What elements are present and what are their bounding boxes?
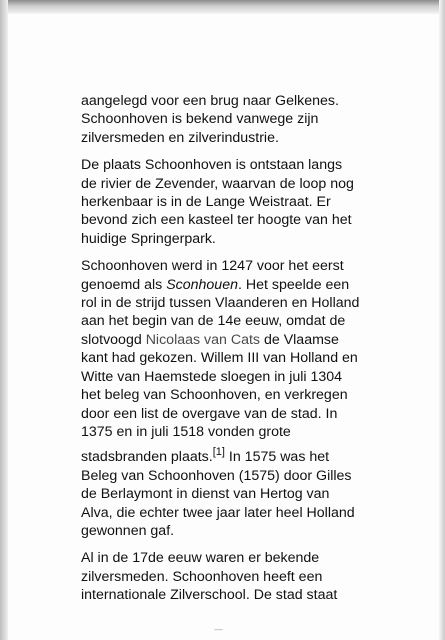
text-line: Beleg van Schoonhoven (1575) door Gilles (81, 467, 352, 484)
text-line: het beleg van Schoonhoven, en verkregen (81, 387, 348, 404)
paragraph-2 (81, 156, 371, 248)
text-line: zilversmeden en zilverindustrie. (81, 129, 279, 146)
text-line: 1375 en in juli 1518 vonden grote (81, 423, 291, 440)
text-line: De plaats Schoonhoven is ontstaan langs (81, 157, 343, 174)
text-line (81, 331, 371, 349)
italic-place-name: Sconhouen (166, 276, 238, 293)
text-line: aan het begin van de 14e eeuw, omdat de (81, 313, 346, 330)
text-line: herkenbaar is in de Lange Weistraat. Er (81, 194, 331, 211)
paragraph-1 (81, 92, 371, 147)
scan-mark: — (214, 625, 223, 635)
text-line: huidige Springerpark. (81, 230, 216, 247)
text-line: Schoonhoven werd in 1247 voor het eerst (81, 258, 344, 275)
paragraph-3 (81, 257, 371, 540)
document-body (81, 92, 371, 614)
text-line: zilversmeden. Schoonhoven heeft een (81, 568, 323, 585)
text-line (81, 448, 371, 466)
text-segment: slotvoogd (81, 331, 146, 348)
text-line: de rivier de Zevender, waarvan de loop nog (81, 175, 354, 192)
text-segment: genoemd als (81, 276, 167, 293)
text-line: kant had gekozen. Willem III van Holland en (81, 350, 358, 367)
paragraph-4 (81, 549, 371, 604)
scan-top-shadow (0, 0, 445, 14)
person-link: Nicolaas van Cats (145, 331, 261, 348)
text-line: internationale Zilverschool. De stad staat (81, 587, 338, 604)
text-segment: stadsbranden plaats. (81, 449, 213, 466)
text-line: Witte van Haemstede sloegen in juli 1304 (81, 368, 343, 385)
text-line: Alva, die echter twee jaar later heel Holland (81, 504, 355, 521)
text-line: Schoonhoven is bekend vanwege zijn (81, 111, 319, 128)
scan-right-shadow (439, 0, 445, 640)
text-segment: de Vlaamse (260, 331, 339, 348)
text-segment: In 1575 was het (224, 449, 330, 466)
text-segment: . Het speelde een (237, 276, 350, 293)
text-line: aangelegd voor een brug naar Gelkenes. (81, 93, 339, 109)
text-line: de Berlaymont in dienst van Hertog van (81, 486, 330, 503)
text-line: bevond zich een kasteel ter hoogte van het (81, 212, 352, 229)
text-line: gewonnen gaf. (81, 522, 175, 539)
text-line: Al in de 17de eeuw waren er bekende (81, 550, 320, 567)
text-line: door een list de overgave van de stad. In (81, 405, 338, 422)
footnote-reference: [1] (212, 446, 225, 459)
text-line (81, 276, 371, 294)
scan-left-shadow (0, 0, 8, 640)
text-line: rol in de strijd tussen Vlaanderen en Holland (81, 295, 360, 312)
